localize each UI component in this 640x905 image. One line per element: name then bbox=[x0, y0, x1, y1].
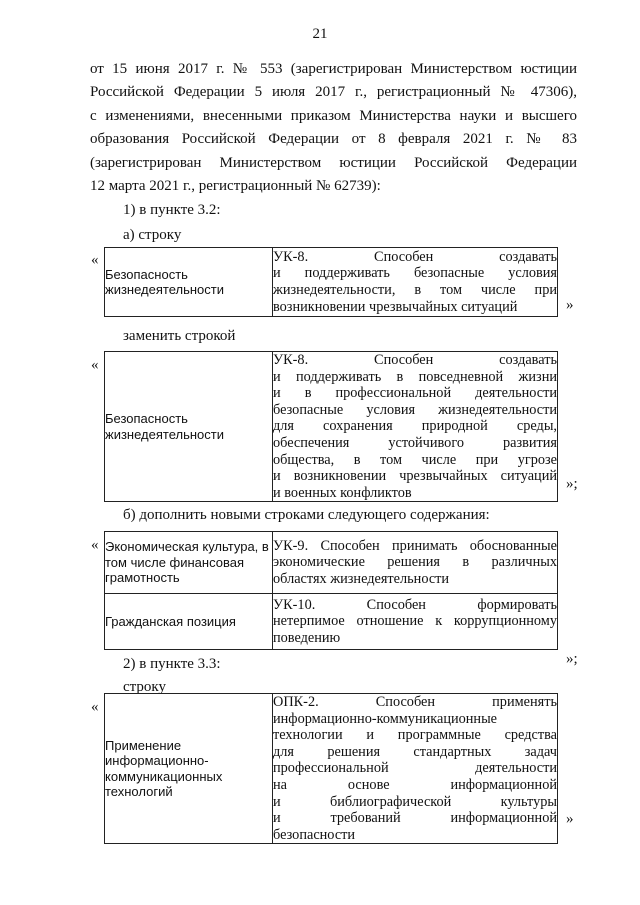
competence-line: УК-9. Способен принимать обоснованные bbox=[273, 537, 557, 554]
competence-line: информационно-коммуникационные bbox=[273, 710, 498, 727]
item1-heading: 1) в пункте 3.2: bbox=[123, 202, 221, 218]
discipline-name-cell: Применение информационно-коммуникационных технологий bbox=[105, 694, 273, 844]
competence-line: поведению bbox=[273, 629, 341, 646]
replace-label: заменить строкой bbox=[123, 328, 236, 344]
competence-line: технологии и программные средства bbox=[273, 727, 557, 744]
competence-line: УК-8. Способен создавать bbox=[273, 248, 557, 265]
table-row bbox=[105, 694, 558, 844]
open-quote: « bbox=[91, 357, 99, 373]
table-item1-old bbox=[104, 247, 558, 317]
intro-line: от 15 июня 2017 г. № 553 (зарегистрирован Министерством юстиции bbox=[90, 61, 577, 77]
competence-line: профессиональной деятельности bbox=[273, 760, 557, 777]
competence-line: на основе информационной bbox=[273, 776, 557, 793]
competence-description-cell bbox=[273, 594, 558, 650]
competence-description-cell bbox=[273, 352, 558, 502]
open-quote: « bbox=[91, 252, 99, 268]
item1-sub-a: а) строку bbox=[123, 227, 182, 243]
close-quote: » bbox=[566, 811, 574, 827]
competence-line: обеспечения устойчивого развития bbox=[273, 434, 557, 451]
open-quote: « bbox=[91, 537, 99, 553]
competence-line: и библиографической культуры bbox=[273, 793, 557, 810]
competence-line: областях жизнедеятельности bbox=[273, 570, 450, 587]
competence-line: безопасности bbox=[273, 826, 356, 843]
competence-description-cell bbox=[273, 694, 558, 844]
competence-line: ОПК-2. Способен применять bbox=[273, 694, 557, 710]
competence-line: общества, в том числе при угрозе bbox=[273, 451, 557, 468]
competence-line: жизнедеятельности, в том числе при bbox=[273, 282, 557, 298]
discipline-name-cell: Экономическая культура, в том числе финансовая грамотность bbox=[105, 532, 273, 594]
competence-line: и поддерживать в повседневной жизни bbox=[273, 368, 557, 385]
intro-paragraph bbox=[90, 58, 577, 198]
table-item2-old bbox=[104, 693, 558, 844]
table-item1-added bbox=[104, 531, 558, 650]
intro-line: с изменениями, внесенными приказом Министерства науки и высшего bbox=[90, 107, 577, 124]
intro-line: 12 марта 2021 г., регистрационный № 62739): bbox=[90, 178, 381, 195]
item1-sub-b: б) дополнить новыми строками следующего содержания: bbox=[123, 507, 490, 523]
competence-line: экономические решения в различных bbox=[273, 554, 557, 571]
discipline-name-cell: Безопасность жизнедеятельности bbox=[105, 248, 273, 317]
table-row bbox=[105, 352, 558, 502]
table-row bbox=[105, 532, 558, 594]
competence-line: УК-10. Способен формировать bbox=[273, 596, 557, 613]
competence-description-cell bbox=[273, 248, 558, 317]
table-item1-new bbox=[104, 351, 558, 502]
page-number: 21 bbox=[312, 26, 328, 42]
competence-line: возникновении чрезвычайных ситуаций bbox=[273, 298, 518, 315]
close-quote-semicolon: »; bbox=[566, 651, 578, 667]
competence-line: и требований информационной bbox=[273, 810, 557, 827]
competence-line: и возникновении чрезвычайных ситуаций bbox=[273, 468, 557, 485]
intro-line: Российской Федерации 5 июля 2017 г., регистрационный № 47306), bbox=[90, 84, 577, 101]
competence-line: для решения стандартных задач bbox=[273, 743, 557, 760]
competence-line: безопасные условия жизнедеятельности bbox=[273, 401, 557, 418]
close-quote: » bbox=[566, 297, 574, 313]
table-row bbox=[105, 594, 558, 650]
competence-line: нетерпимое отношение к коррупционному bbox=[273, 613, 557, 630]
item2-sub: строку bbox=[123, 679, 166, 695]
competence-line: для сохранения природной среды, bbox=[273, 418, 557, 435]
intro-line: (зарегистрирован Министерством юстиции Российской Федерации bbox=[90, 154, 577, 171]
discipline-name-cell: Безопасность жизнедеятельности bbox=[105, 352, 273, 502]
intro-line: образования Российской Федерации от 8 февраля 2021 г. № 83 bbox=[90, 131, 577, 148]
competence-line: УК-8. Способен создавать bbox=[273, 352, 557, 368]
competence-description-cell bbox=[273, 532, 558, 594]
competence-line: и в профессиональной деятельности bbox=[273, 385, 557, 402]
open-quote: « bbox=[91, 699, 99, 715]
table-row bbox=[105, 248, 558, 317]
discipline-name-cell: Гражданская позиция bbox=[105, 594, 273, 650]
item2-heading: 2) в пункте 3.3: bbox=[123, 656, 221, 672]
competence-line: и военных конфликтов bbox=[273, 484, 412, 501]
close-quote-semicolon: »; bbox=[566, 476, 578, 492]
competence-line: и поддерживать безопасные условия bbox=[273, 265, 557, 282]
